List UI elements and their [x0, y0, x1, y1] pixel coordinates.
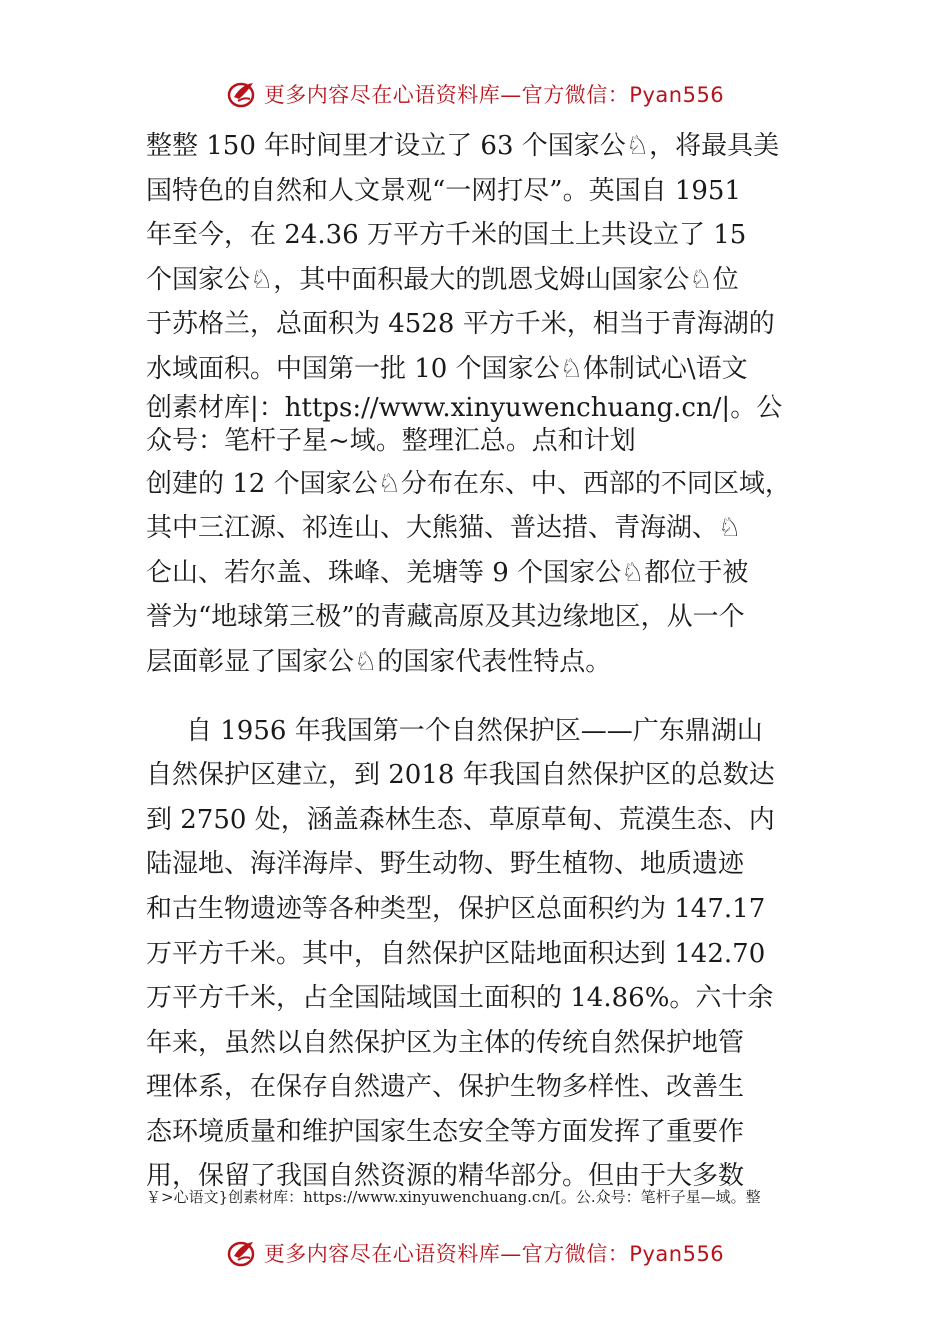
footer-banner [0, 1233, 950, 1273]
text-line: 水域面积。中国第一批 10 个国家公♘体制试心\语文 [146, 353, 748, 384]
text-line: 理体系，在保存自然遗产、保护生物多样性、改善生 [146, 1072, 745, 1103]
text-line: 自然保护区建立，到 2018 年我国自然保护区的总数达 [146, 760, 775, 791]
paragraph-2 [146, 709, 836, 1200]
text-line: 态环境质量和维护国家生态安全等方面发挥了重要作 [146, 1116, 745, 1147]
header-banner [0, 74, 950, 114]
footer-watermark-note: ￥>心语文}创素材库：https://www.xinyuwenchuang.cn/[。公.众号：笔杆子星—域。整 [146, 1188, 761, 1206]
text-line: 个国家公♘，其中面积最大的凯恩戈姆山国家公♘位 [146, 264, 739, 295]
text-line: 众号：笔杆子星~域。整理汇总。点和计划 [146, 425, 636, 456]
brand-logo-icon [226, 77, 260, 111]
text-line: 年至今，在 24.36 万平方千米的国土上共设立了 15 [146, 220, 747, 251]
text-line: 用，保留了我国自然资源的精华部分。但由于大多数 [146, 1161, 745, 1192]
text-line: 仑山、若尔盖、珠峰、羌塘等 9 个国家公♘都位于被 [146, 557, 749, 588]
text-line: 层面彰显了国家公♘的国家代表性特点。 [146, 646, 612, 677]
text-line: 整整 150 年时间里才设立了 63 个国家公♘，将最具美 [146, 131, 780, 161]
text-line: 国特色的自然和人文景观“一网打尽”。英国自 1951 [146, 175, 742, 206]
text-line: 誉为“地球第三极”的青藏高原及其边缘地区，从一个 [146, 602, 745, 633]
document-body [146, 124, 836, 1199]
text-line: 陆湿地、海洋海岸、野生动物、野生植物、地质遗迹 [146, 849, 745, 880]
text-line: 创建的 12 个国家公♘分布在东、中、西部的不同区域， [146, 468, 791, 499]
paragraph-1 [146, 124, 836, 685]
text-line: 和古生物遗迹等各种类型，保护区总面积约为 147.17 [146, 893, 766, 924]
text-line: 到 2750 处，涵盖森林生态、草原草甸、荒漠生态、内 [146, 804, 775, 835]
text-line: 年来，虽然以自然保护区为主体的传统自然保护地管 [146, 1027, 745, 1058]
text-line: 创素材库|：https://www.xinyuwenchuang.cn/|。公 [146, 392, 783, 423]
header-banner-text: 更多内容尽在心语资料库—官方微信：Pyan556 [263, 83, 725, 107]
brand-logo-icon [226, 1236, 260, 1270]
text-line: 万平方千米。其中，自然保护区陆地面积达到 142.70 [146, 938, 766, 969]
footer-banner-text: 更多内容尽在心语资料库—官方微信：Pyan556 [263, 1242, 725, 1266]
text-line: 万平方千米，占全国陆域国土面积的 14.86%。六十余 [146, 983, 774, 1014]
text-line: 自 1956 年我国第一个自然保护区——广东鼎湖山 [186, 715, 763, 746]
text-line: 其中三江源、祁连山、大熊猫、普达措、青海湖、♘ [146, 513, 742, 544]
text-line: 于苏格兰，总面积为 4528 平方千米，相当于青海湖的 [146, 309, 775, 340]
